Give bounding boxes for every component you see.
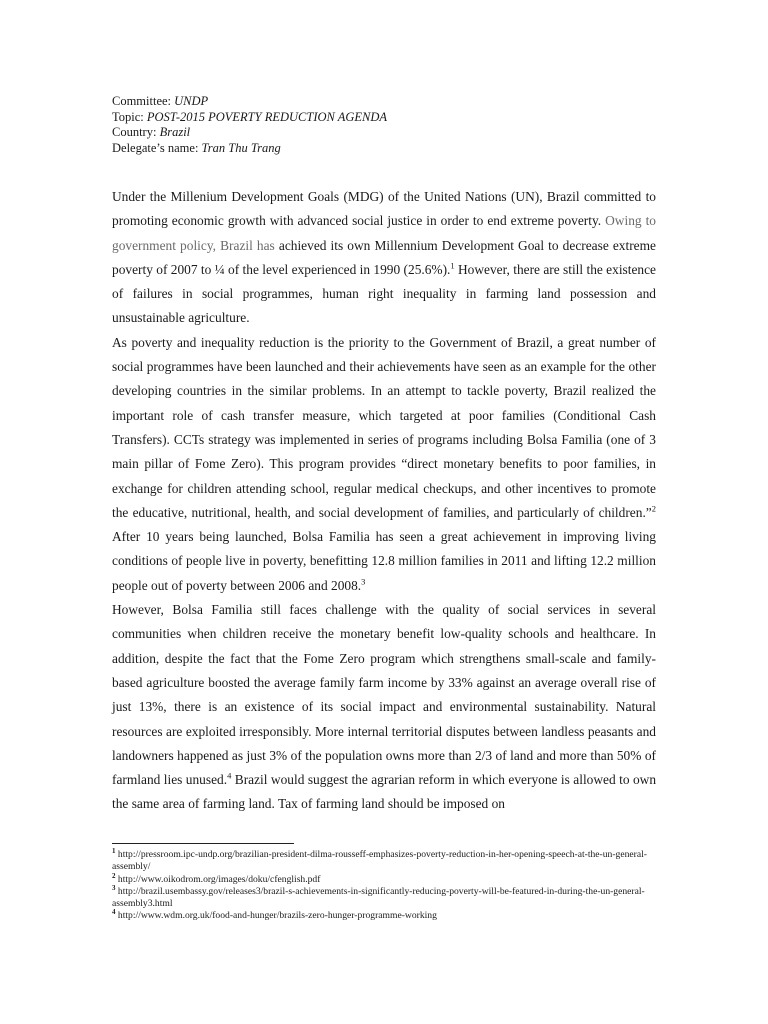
footnote-2	[112, 871, 652, 886]
highlighted-text: Owing to government policy, Brazil has	[112, 213, 656, 253]
footnote-number: 3	[112, 883, 116, 892]
footnote-number: 1	[112, 846, 116, 855]
paragraph-text: achieved its own Millennium Development Goal to decrease extreme poverty of 2007 to ¼ of the level experienced in 1990 (25.6%).	[112, 237, 656, 277]
footnote-ref-3[interactable]: 3	[361, 576, 366, 587]
paragraph-text: After 10 years being launched, Bolsa Familia has seen a great achievement in improving living conditions of people live in poverty, benefitting 12.8 million families in 2011 and lifting 12.2 million people out of poverty between 2006 and 2008.	[112, 529, 656, 593]
footnotes	[112, 846, 652, 923]
footnote-link[interactable]: http://www.wdm.org.uk/food-and-hunger/brazils-zero-hunger-programme-working	[115, 910, 437, 922]
delegate-value: Tran Thu Trang	[201, 140, 281, 155]
footnote-number: 2	[112, 871, 116, 880]
paragraph-1	[112, 185, 656, 331]
topic-value: POST-2015 POVERTY REDUCTION AGENDA	[146, 109, 388, 124]
country-value: Brazil	[159, 125, 191, 139]
committee-label: Committee:	[112, 94, 175, 108]
footnote-number: 4	[112, 908, 116, 917]
topic-line	[112, 110, 387, 126]
paragraph-text: However, Bolsa Familia still faces challenge with the quality of social services in several communities when children receive the monetary benefit low-quality schools and healthcare. In addition, despite the fact that the Fome Zero program which strengthens small-scale and family-based agriculture boosted the average family farm income by 33% against an average overall rise of just 13%, there is an existence of its social impact and environmental sustainability. Natural resources are exploited irresponsibly. More internal territorial disputes between landless peasants and landowners happened as just 3% of the population owns more than 2/3 of land and more than 50% of farmland lies unused.	[112, 602, 656, 788]
footnote-link[interactable]: http://brazil.usembassy.gov/releases3/brazil-s-achievements-in-significantly-reducing-poverty-will-be-featured-in-during-the-un-general-assembly3.html	[112, 885, 645, 910]
footnote-link[interactable]: http://www.oikodrom.org/images/doku/cfenglish.pdf	[115, 873, 321, 885]
paragraph-text: Brazil would suggest the agrarian reform in which everyone is allowed to own the same area of farming land. Tax of farming land should be imposed on	[112, 772, 657, 812]
footnote-3	[112, 883, 652, 911]
paragraph-3	[112, 598, 656, 817]
footnote-link[interactable]: http://pressroom.ipc-undp.org/brazilian-president-dilma-rousseff-emphasizes-poverty-reduction-in-her-opening-speech-at-the-un-general-assembly/	[112, 849, 647, 873]
committee-line	[112, 94, 387, 110]
footnote-ref-2[interactable]: 2	[651, 503, 656, 514]
document-body	[112, 185, 656, 817]
topic-label: Topic:	[112, 109, 147, 124]
committee-value: UNDP	[174, 94, 209, 108]
country-label: Country:	[112, 125, 160, 139]
footnote-ref-1[interactable]: 1	[450, 260, 455, 271]
paragraph-2	[112, 331, 656, 598]
footnote-separator	[112, 843, 294, 844]
paragraph-text: As poverty and inequality reduction is the priority to the Government of Brazil, a great number of social programmes have been launched and their achievements have seen as an example for the other developing countries in the similar problems. In an attempt to tackle poverty, Brazil realized the important role of cash transfer measure, which targeted at poor families (Conditional Cash Transfers). CCTs strategy was implemented in series of programs including Bolsa Familia (one of 3 main pillar of Fome Zero). This program provides “direct monetary benefits to poor families, in exchange for children attending school, regular medical checkups, and other incentives to promote the educative, nutritional, health, and social development of families, and particularly of children.”	[112, 334, 656, 520]
paragraph-text: Under the Millenium Development Goals (MDG) of the United Nations (UN), Brazil committed to promoting economic growth with advanced social justice in order to end extreme poverty.	[112, 189, 656, 229]
footnote-1	[112, 846, 652, 874]
footnote-4	[112, 910, 652, 922]
delegate-line	[112, 141, 387, 157]
delegate-label: Delegate’s name:	[112, 140, 202, 155]
document-header	[112, 94, 387, 156]
footnote-ref-4[interactable]: 4	[227, 770, 232, 781]
paragraph-text: However, there are still the existence of failures in social programmes, human right inequality in farming land possession and unsustainable agriculture.	[112, 261, 656, 326]
country-line	[112, 125, 387, 141]
